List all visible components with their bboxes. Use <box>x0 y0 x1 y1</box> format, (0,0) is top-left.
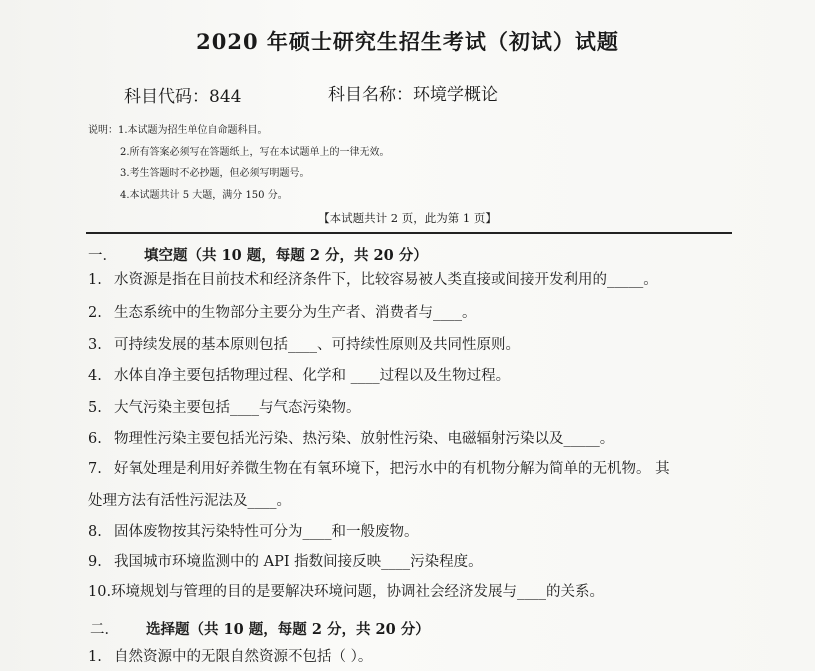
divider-rule <box>86 232 732 234</box>
question-item: 1. 水资源是指在目前技术和经济条件下，比较容易被人类直接或间接开发利用的_____。 <box>88 272 658 288</box>
section-number: 一． <box>88 248 117 264</box>
question-item: 9. 我国城市环境监测中的 API 指数间接反映____污染程度。 <box>88 554 483 570</box>
question-item: 4. 水体自净主要包括物理过程、化学和 ____过程以及生物过程。 <box>88 368 511 384</box>
question-item: 10.环境规划与管理的目的是要解决环境问题，协调社会经济发展与____的关系。 <box>88 584 605 600</box>
question-item: 1. 自然资源中的无限自然资源不包括（ ）。 <box>88 649 373 665</box>
instruction-item: 3.考生答题时不必抄题，但必须写明题号。 <box>120 168 310 179</box>
section-number: 二． <box>90 622 119 638</box>
section-title: 选择题（共 10 题，每题 2 分，共 20 分） <box>146 621 430 638</box>
exam-title: 2020 年硕士研究生招生考试（初试）试题 <box>196 29 619 54</box>
instructions-lead: 说明： <box>88 125 118 136</box>
section-heading <box>90 618 430 639</box>
question-item: 7. 好氧处理是利用好养微生物在有氧环境下，把污水中的有机物分解为简单的无机物。 其 <box>88 461 670 477</box>
question-item: 6. 物理性污染主要包括光污染、热污染、放射性污染、电磁辐射污染以及_____。 <box>88 431 615 447</box>
subject-code: 科目代码：844 <box>124 87 242 107</box>
instruction-item: 2.所有答案必须写在答题纸上，写在本试题单上的一律无效。 <box>120 146 390 158</box>
question-item: 8. 固体废物按其污染特性可分为____和一般废物。 <box>88 524 419 540</box>
subject-name: 科目名称：环境学概论 <box>328 85 498 105</box>
question-item: 5. 大气污染主要包括____与气态污染物。 <box>88 400 361 416</box>
instructions <box>88 120 390 206</box>
instruction-item: 4.本试题共计 5 大题，满分 150 分。 <box>120 189 288 201</box>
section-heading <box>88 244 428 265</box>
instruction-item: 说明：1.本试题为招生单位自命题科目。 <box>88 125 268 136</box>
section-title: 填空题（共 10 题，每题 2 分，共 20 分） <box>144 247 428 264</box>
question-item: 3. 可持续发展的基本原则包括____、可持续性原则及共同性原则。 <box>88 337 520 353</box>
page-info: 【本试题共计 2 页，此为第 1 页】 <box>318 211 497 225</box>
question-item: 2. 生态系统中的生物部分主要分为生产者、消费者与____。 <box>88 305 477 321</box>
question-item-continued: 处理方法有活性污泥法及____。 <box>88 493 291 509</box>
